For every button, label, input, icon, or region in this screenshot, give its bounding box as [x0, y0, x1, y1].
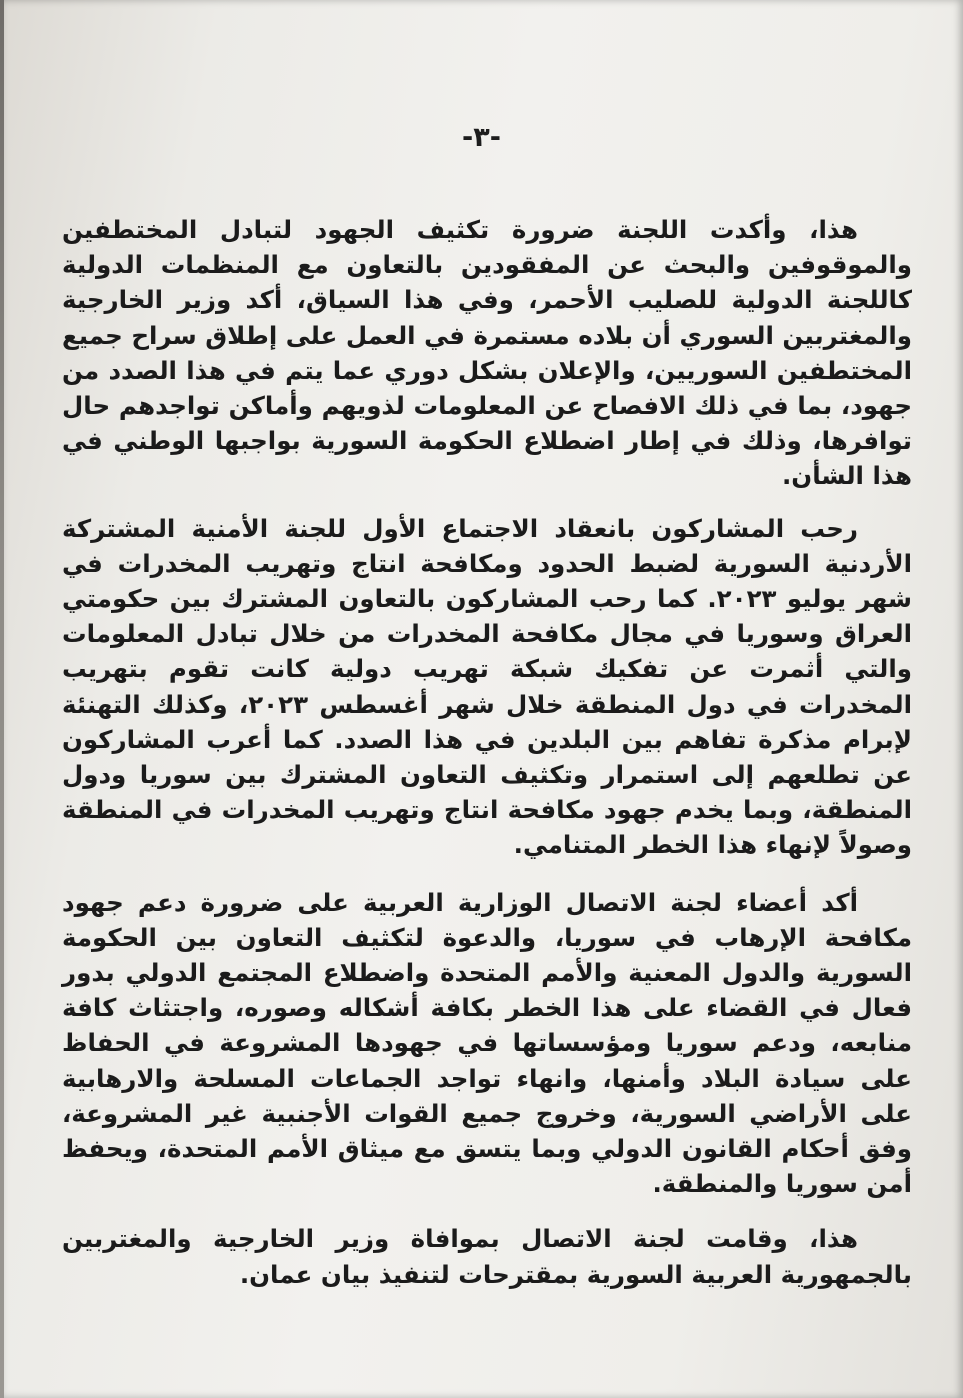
paragraph-abductees: هذا، وأكدت اللجنة ضرورة تكثيف الجهود لتبادل المختطفين والموقوفين والبحث عن المفقودين بالتعاون مع المنظمات الدولية كاللجنة الدولية للصليب الأحمر، وفي هذا السياق، أكد وزير الخارجية والمغتربين السوري أن بلاده مستمرة في العمل على إطلاق سراح جميع المختطفين السوريين، والإعلان بشكل دوري عما يتم في هذا الصدد من جهود، بما في ذلك الافصاح عن المعلومات لذويهم وأماكن تواجدهم حال توافرها، وذلك في إطار اضطلاع الحكومة السورية بواجبها الوطني في هذا الشأن.	[62, 215, 912, 491]
paragraph-amman-statement: هذا، وقامت لجنة الاتصال بموافاة وزير الخارجية والمغتربين بالجمهورية العربية السورية بمقترحات لتنفيذ بيان عمان.	[62, 1224, 912, 1289]
paragraph-drug-trafficking: رحب المشاركون بانعقاد الاجتماع الأول للجنة الأمنية المشتركة الأردنية السورية لضبط الحدود ومكافحة انتاج وتهريب المخدرات في شهر يوليو ٢٠٢٣. كما رحب المشاركون بالتعاون المشترك بين حكومتي العراق وسوريا في مجال مكافحة المخدرات من خلال تبادل المعلومات والتي أثمرت عن تفكيك شبكة تهريب دولية كانت تقوم بتهريب المخدرات في دول المنطقة خلال شهر أغسطس ٢٠٢٣، وكذلك التهنئة لإبرام مذكرة تفاهم بين البلدين في هذا الصدد. كما أعرب المشاركون عن تطلعهم إلى استمرار وتكثيف التعاون المشترك بين سوريا ودول المنطقة، وبما يخدم جهود مكافحة انتاج وتهريب المخدرات في المنطقة وصولاً لإنهاء هذا الخطر المتنامي.	[62, 513, 913, 860]
page-number: -٣-	[462, 122, 501, 153]
paragraph-counter-terrorism: أكد أعضاء لجنة الاتصال الوزارية العربية على ضرورة دعم جهود مكافحة الإرهاب في سوريا، والدعوة لتكثيف التعاون بين الحكومة السورية والدول المعنية والأمم المتحدة واضطلاع المجتمع الدولي بدور فعال في القضاء على هذا الخطر بكافة أشكاله وصوره، واجتثاث كافة منابعه، ودعم سوريا ومؤسساتها في جهودها المشروعة في الحفاظ على سيادة البلاد وأمنها، وانهاء تواجد الجماعات المسلحة والارهابية على الأراضي السورية، وخروج جميع القوات الأجنبية غير المشروعة، وفق أحكام القانون الدولي وبما يتسق مع ميثاق الأمم المتحدة، ويحفظ أمن سوريا والمنطقة.	[62, 887, 912, 1199]
document-body	[62, 212, 912, 1292]
